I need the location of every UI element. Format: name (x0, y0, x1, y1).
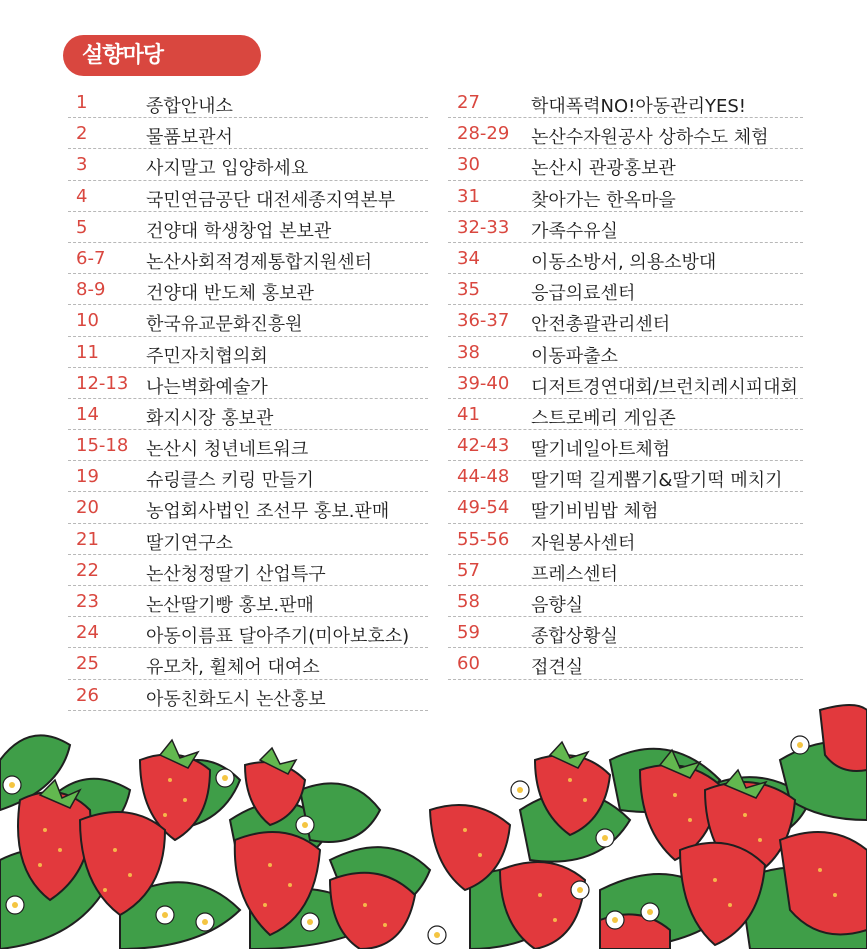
booth-name: 농업회사법인 조선무 홍보.판매 (146, 501, 390, 523)
booth-name: 이동소방서, 의용소방대 (531, 251, 717, 273)
directory-row (68, 618, 428, 648)
directory-row (448, 618, 803, 648)
booth-name: 논산청정딸기 산업특구 (146, 563, 326, 585)
directory-row (448, 556, 803, 586)
booth-name: 종합안내소 (146, 96, 233, 117)
booth-number: 26 (76, 684, 99, 706)
booth-name: 딸기비빔밥 체험 (531, 501, 659, 523)
booth-number: 25 (76, 653, 99, 675)
booth-name: 나는벽화예술가 (146, 376, 268, 398)
directory-row (448, 493, 803, 523)
booth-number: 36-37 (457, 310, 510, 332)
booth-name: 논산시 청년네트워크 (146, 439, 309, 461)
directory-row (448, 244, 803, 274)
directory-row (448, 649, 803, 679)
booth-number: 27 (457, 92, 480, 113)
directory-row (68, 119, 428, 149)
directory-row (448, 587, 803, 617)
directory-row (68, 88, 428, 118)
booth-number: 44-48 (457, 466, 510, 488)
directory-row (68, 150, 428, 180)
booth-number: 21 (76, 528, 99, 550)
booth-name: 국민연금공단 대전세종지역본부 (146, 189, 396, 211)
booth-name: 안전총괄관리센터 (531, 314, 671, 336)
booth-name: 프레스센터 (531, 563, 618, 585)
booth-name: 논산시 관광홍보관 (531, 158, 676, 180)
booth-number: 55-56 (457, 528, 510, 550)
directory-row (448, 119, 803, 149)
booth-name: 아동친화도시 논산홍보 (146, 688, 326, 710)
directory-row (68, 493, 428, 523)
directory-row (68, 338, 428, 368)
booth-name: 음향실 (531, 595, 584, 616)
booth-name: 종합상황실 (531, 626, 618, 648)
directory-column-left (68, 88, 428, 712)
booth-number: 32-33 (457, 216, 510, 238)
booth-number: 60 (457, 653, 480, 675)
booth-number: 28-29 (457, 123, 510, 145)
directory-row (68, 182, 428, 212)
booth-number: 58 (457, 591, 480, 612)
directory-row (448, 182, 803, 212)
directory-row (448, 275, 803, 305)
booth-number: 23 (76, 591, 99, 612)
booth-name: 아동이름표 달아주기(미아보호소) (146, 626, 410, 648)
strawberry-field-illustration (0, 700, 867, 949)
booth-number: 30 (457, 154, 480, 176)
booth-number: 39-40 (457, 372, 510, 394)
directory-row (448, 306, 803, 336)
booth-name: 사지말고 입양하세요 (146, 158, 309, 180)
directory-row (68, 431, 428, 461)
booth-number: 31 (457, 185, 480, 207)
directory-row (68, 244, 428, 274)
directory-row (448, 431, 803, 461)
booth-number: 2 (76, 123, 88, 145)
section-title: 설향마당 (82, 43, 164, 68)
booth-name: 스트로베리 게임존 (531, 407, 676, 429)
booth-number: 22 (76, 559, 99, 581)
directory-row (68, 462, 428, 492)
booth-number: 49-54 (457, 497, 510, 519)
booth-number: 8-9 (76, 279, 106, 301)
booth-name: 유모차, 휠체어 대여소 (146, 657, 320, 679)
booth-name: 건양대 학생창업 본보관 (146, 220, 332, 242)
directory-row (68, 649, 428, 679)
booth-name: 학대폭력NO!아동관리YES! (531, 96, 746, 117)
booth-name: 찾아가는 한옥마을 (531, 189, 676, 211)
booth-name: 주민자치협의회 (146, 345, 268, 367)
booth-name: 딸기네일아트체험 (531, 439, 671, 461)
booth-name: 물품보관서 (146, 127, 233, 149)
directory-row (448, 88, 803, 118)
booth-number: 59 (457, 622, 480, 644)
booth-number: 15-18 (76, 435, 129, 457)
booth-number: 20 (76, 497, 99, 519)
booth-name: 딸기연구소 (146, 532, 233, 554)
booth-number: 57 (457, 559, 480, 581)
booth-name: 논산수자원공사 상하수도 체험 (531, 127, 769, 149)
booth-name: 자원봉사센터 (531, 532, 636, 554)
booth-name: 논산사회적경제통합지원센터 (146, 251, 373, 273)
booth-number: 38 (457, 341, 480, 363)
booth-number: 35 (457, 279, 480, 301)
directory-row (448, 150, 803, 180)
directory-column-right (448, 88, 803, 681)
booth-name: 건양대 반도체 홍보관 (146, 283, 314, 305)
directory-row (68, 556, 428, 586)
booth-number: 3 (76, 154, 88, 176)
directory-row (68, 369, 428, 399)
booth-name: 응급의료센터 (531, 283, 636, 305)
booth-number: 19 (76, 466, 99, 488)
booth-name: 가족수유실 (531, 220, 618, 242)
booth-number: 12-13 (76, 372, 129, 394)
booth-number: 14 (76, 403, 99, 425)
booth-name: 화지시장 홍보관 (146, 407, 274, 429)
directory-row (448, 338, 803, 368)
booth-name: 접견실 (531, 657, 584, 679)
booth-number: 42-43 (457, 435, 510, 457)
directory-row (448, 525, 803, 555)
booth-number: 10 (76, 310, 99, 332)
directory-row (448, 462, 803, 492)
directory-row (68, 213, 428, 243)
booth-name: 이동파출소 (531, 345, 618, 367)
booth-number: 6-7 (76, 247, 106, 269)
directory-row (448, 213, 803, 243)
booth-number: 1 (76, 92, 88, 113)
booth-number: 34 (457, 247, 480, 269)
booth-number: 24 (76, 622, 99, 644)
booth-number: 11 (76, 341, 99, 363)
booth-name: 슈링클스 키링 만들기 (146, 470, 314, 492)
directory-row (68, 525, 428, 555)
booth-name: 디저트경연대회/브런치레시피대회 (531, 376, 798, 398)
directory-row (448, 400, 803, 430)
booth-name: 딸기떡 길게뽑기&딸기떡 메치기 (531, 470, 783, 492)
booth-number: 41 (457, 403, 480, 425)
booth-name: 논산딸기빵 홍보.판매 (146, 595, 314, 616)
booth-number: 4 (76, 185, 88, 207)
directory-row (448, 369, 803, 399)
booth-name: 한국유교문화진흥원 (146, 314, 303, 336)
directory-row (68, 306, 428, 336)
booth-number: 5 (76, 216, 88, 238)
directory-row (68, 400, 428, 430)
directory-row (68, 275, 428, 305)
directory-row (68, 587, 428, 617)
